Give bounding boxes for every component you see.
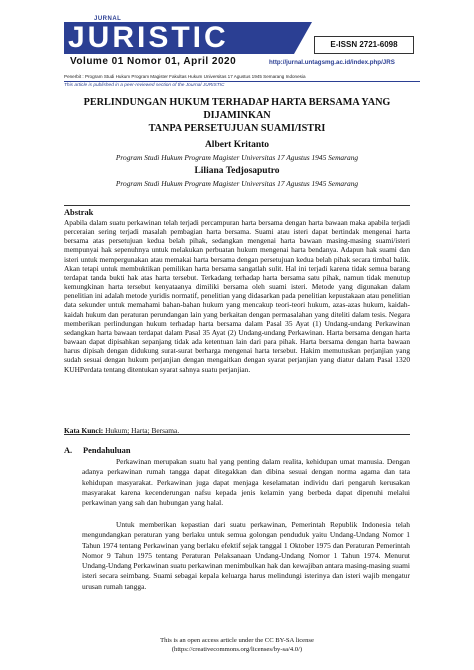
author-name: Albert Kritanto bbox=[204, 140, 270, 150]
author-affiliation: Program Studi Hukum Program Magister Universitas 17 Agustus 1945 Semarang bbox=[115, 179, 359, 188]
body-paragraph-2: Untuk memberikan kepastian dari suatu perkawinan, Pemerintah Republik Indonesia telah mengundangkan peraturan yang berlaku untuk semua golongan penduduk yaitu Undang-Undang Nomor 1 Tahun 1974 tentang Perkawinan yang berlaku efektif sejak tanggal 1 Oktober 1975 dan Peraturan Pemerintah Nomor 9 Tahun 1975 tentang Peraturan Pelaksanaan Undang-Undang Nomor 1 Tahun 1974. Menurut Undang-Undang Perkawinan suatu perkawinan menimbulkan hak dan kewajiban antara masing-masing suami isteri secara seimbang. Suami sebagai kepala keluarga harus melindungi isterinya dan isteri wajib mengatur urusan rumah tangga. bbox=[82, 520, 410, 591]
section-heading bbox=[64, 446, 130, 455]
header-divider bbox=[64, 81, 420, 82]
section-title: Pendahuluan bbox=[83, 446, 131, 455]
publisher-line: Penerbit : Program Studi Hukum Program Magister Fakultas Hukum Universitas 17 Agustus 1945 Semarang Indonesia bbox=[64, 74, 306, 79]
abstract-heading: Abstrak bbox=[64, 208, 94, 217]
article-title-line-1: PERLINDUNGAN HUKUM TERHADAP HARTA BERSAMA YANG DIJAMINKAN bbox=[83, 97, 391, 121]
journal-header bbox=[64, 8, 420, 76]
section-letter: A. bbox=[64, 446, 73, 455]
article-title bbox=[64, 96, 410, 135]
license-footer bbox=[64, 636, 410, 654]
keywords-line bbox=[64, 426, 179, 435]
article-title-line-2: TANPA PERSETUJUAN SUAMI/ISTRI bbox=[148, 123, 326, 134]
keywords-value: Hukum; Harta; Bersama. bbox=[105, 426, 180, 435]
abstract-text: Apabila dalam suatu perkawinan telah terjadi percampuran harta bersama dengan harta bawaan maka apabila terjadi perceraian sering terjadi masalah pembagian harta bersama. Suami atau isteri dapat bertindak mengenai harta bersama atas persetujuan kedua belah pihak, sedangkan mengenai harta bawaan masing-masing suami/isteri mempunyai hak sepenuhnya untuk melakukan perbuatan hukum mengenai harta bendanya. Adapun hak suami dan isteri untuk mempergunakan atau memakai harta bersama dengan persetujuan kedua belah pihak secara timbal balik. Akan tetapi untuk membuktikan pemilikan harta bersama sangatlah sulit. Hal ini terjadi karena tidak semua barang terdapat tanda bukti hak atas harta tersebut. Terkadang terhadap harta bersama satu pihak, namun tidak menutup kemungkinan harta tersebut kenyataanya dimiliki bersama oleh suami isteri. Metode yang digunakan dalam penelitian ini adalah metode yuridis normatif, penelitian yang didasarkan pada penelitian kepustakaan atau penelitian data sekunder untuk memahami bahan-bahan hukum yang mencakup teori-teori hukum, azas-azas hukum, kaidah-kaidah hukum dan peraturan perundangan lain yang berkaitan dengan permasalahan yang diteliti dalam tesis. Negara memberikan perlindungan hukum terhadap harta bersama dalam Pasal 35 Ayat (1) Undang-undang Perkawinan sedangkan harta bawaan terdapat dalam Pasal 35 Ayat (2) Undang-undang Perkawinan. Harta bersama dengan harta bawaan dapat dipisahkan sepanjang tidak ada ketentuan lain dari para pihak. Harta bersama dengan harta bawaan harus dipisah dengan didukung surat-surat berharga mengenai harta tersebut. Hakim memutuskan perjanjian yang sudah sesuai dengan hukum perjanjian dengan mengaitkan dengan syarat perjanjian yang diatur dalam Pasal 1320 KUHPerdata tentang ditentukan syarat sahnya suatu perjanjian. bbox=[64, 218, 410, 374]
journal-url-link[interactable]: http://jurnal.untagsmg.ac.id/index.php/JRS bbox=[269, 59, 395, 66]
journal-label: JURNAL bbox=[94, 16, 122, 22]
license-link[interactable]: (https://creativecommons.org/licenses/by-sa/4.0/) bbox=[171, 646, 303, 653]
peer-review-note: This article is published in a peer-reviewed section of the Journal JURISTIC bbox=[64, 83, 225, 88]
keywords-label: Kata Kunci: bbox=[64, 426, 104, 435]
license-text: This is an open access article under the CC BY-SA license bbox=[160, 637, 314, 644]
author-name: Liliana Tedjosaputro bbox=[194, 166, 280, 176]
author-affiliation: Program Studi Hukum Program Magister Universitas 17 Agustus 1945 Semarang bbox=[115, 153, 359, 162]
volume-line: Volume 01 Nomor 01, April 2020 bbox=[70, 56, 237, 67]
issn-badge: E-ISSN 2721-6098 bbox=[314, 36, 414, 54]
body-paragraph-1: Perkawinan merupakan suatu hal yang penting dalam realita, kehidupan umat manusia. Dengan adanya perkawinan rumah tangga dapat ditegakkan dan dibina sesuai dengan norma agama dan tata kehidupan masyarakat. Perkawinan juga dapat menjaga keselamatan individu dari pengaruh kerusakan masyarakat karena kecenderungan nafsu kepada jenis kelamin yang berbeda dapat dipenuhi melalui perkawinan yang sah dan hubungan yang halal. bbox=[82, 457, 410, 508]
journal-name: JURISTIC bbox=[68, 21, 229, 54]
